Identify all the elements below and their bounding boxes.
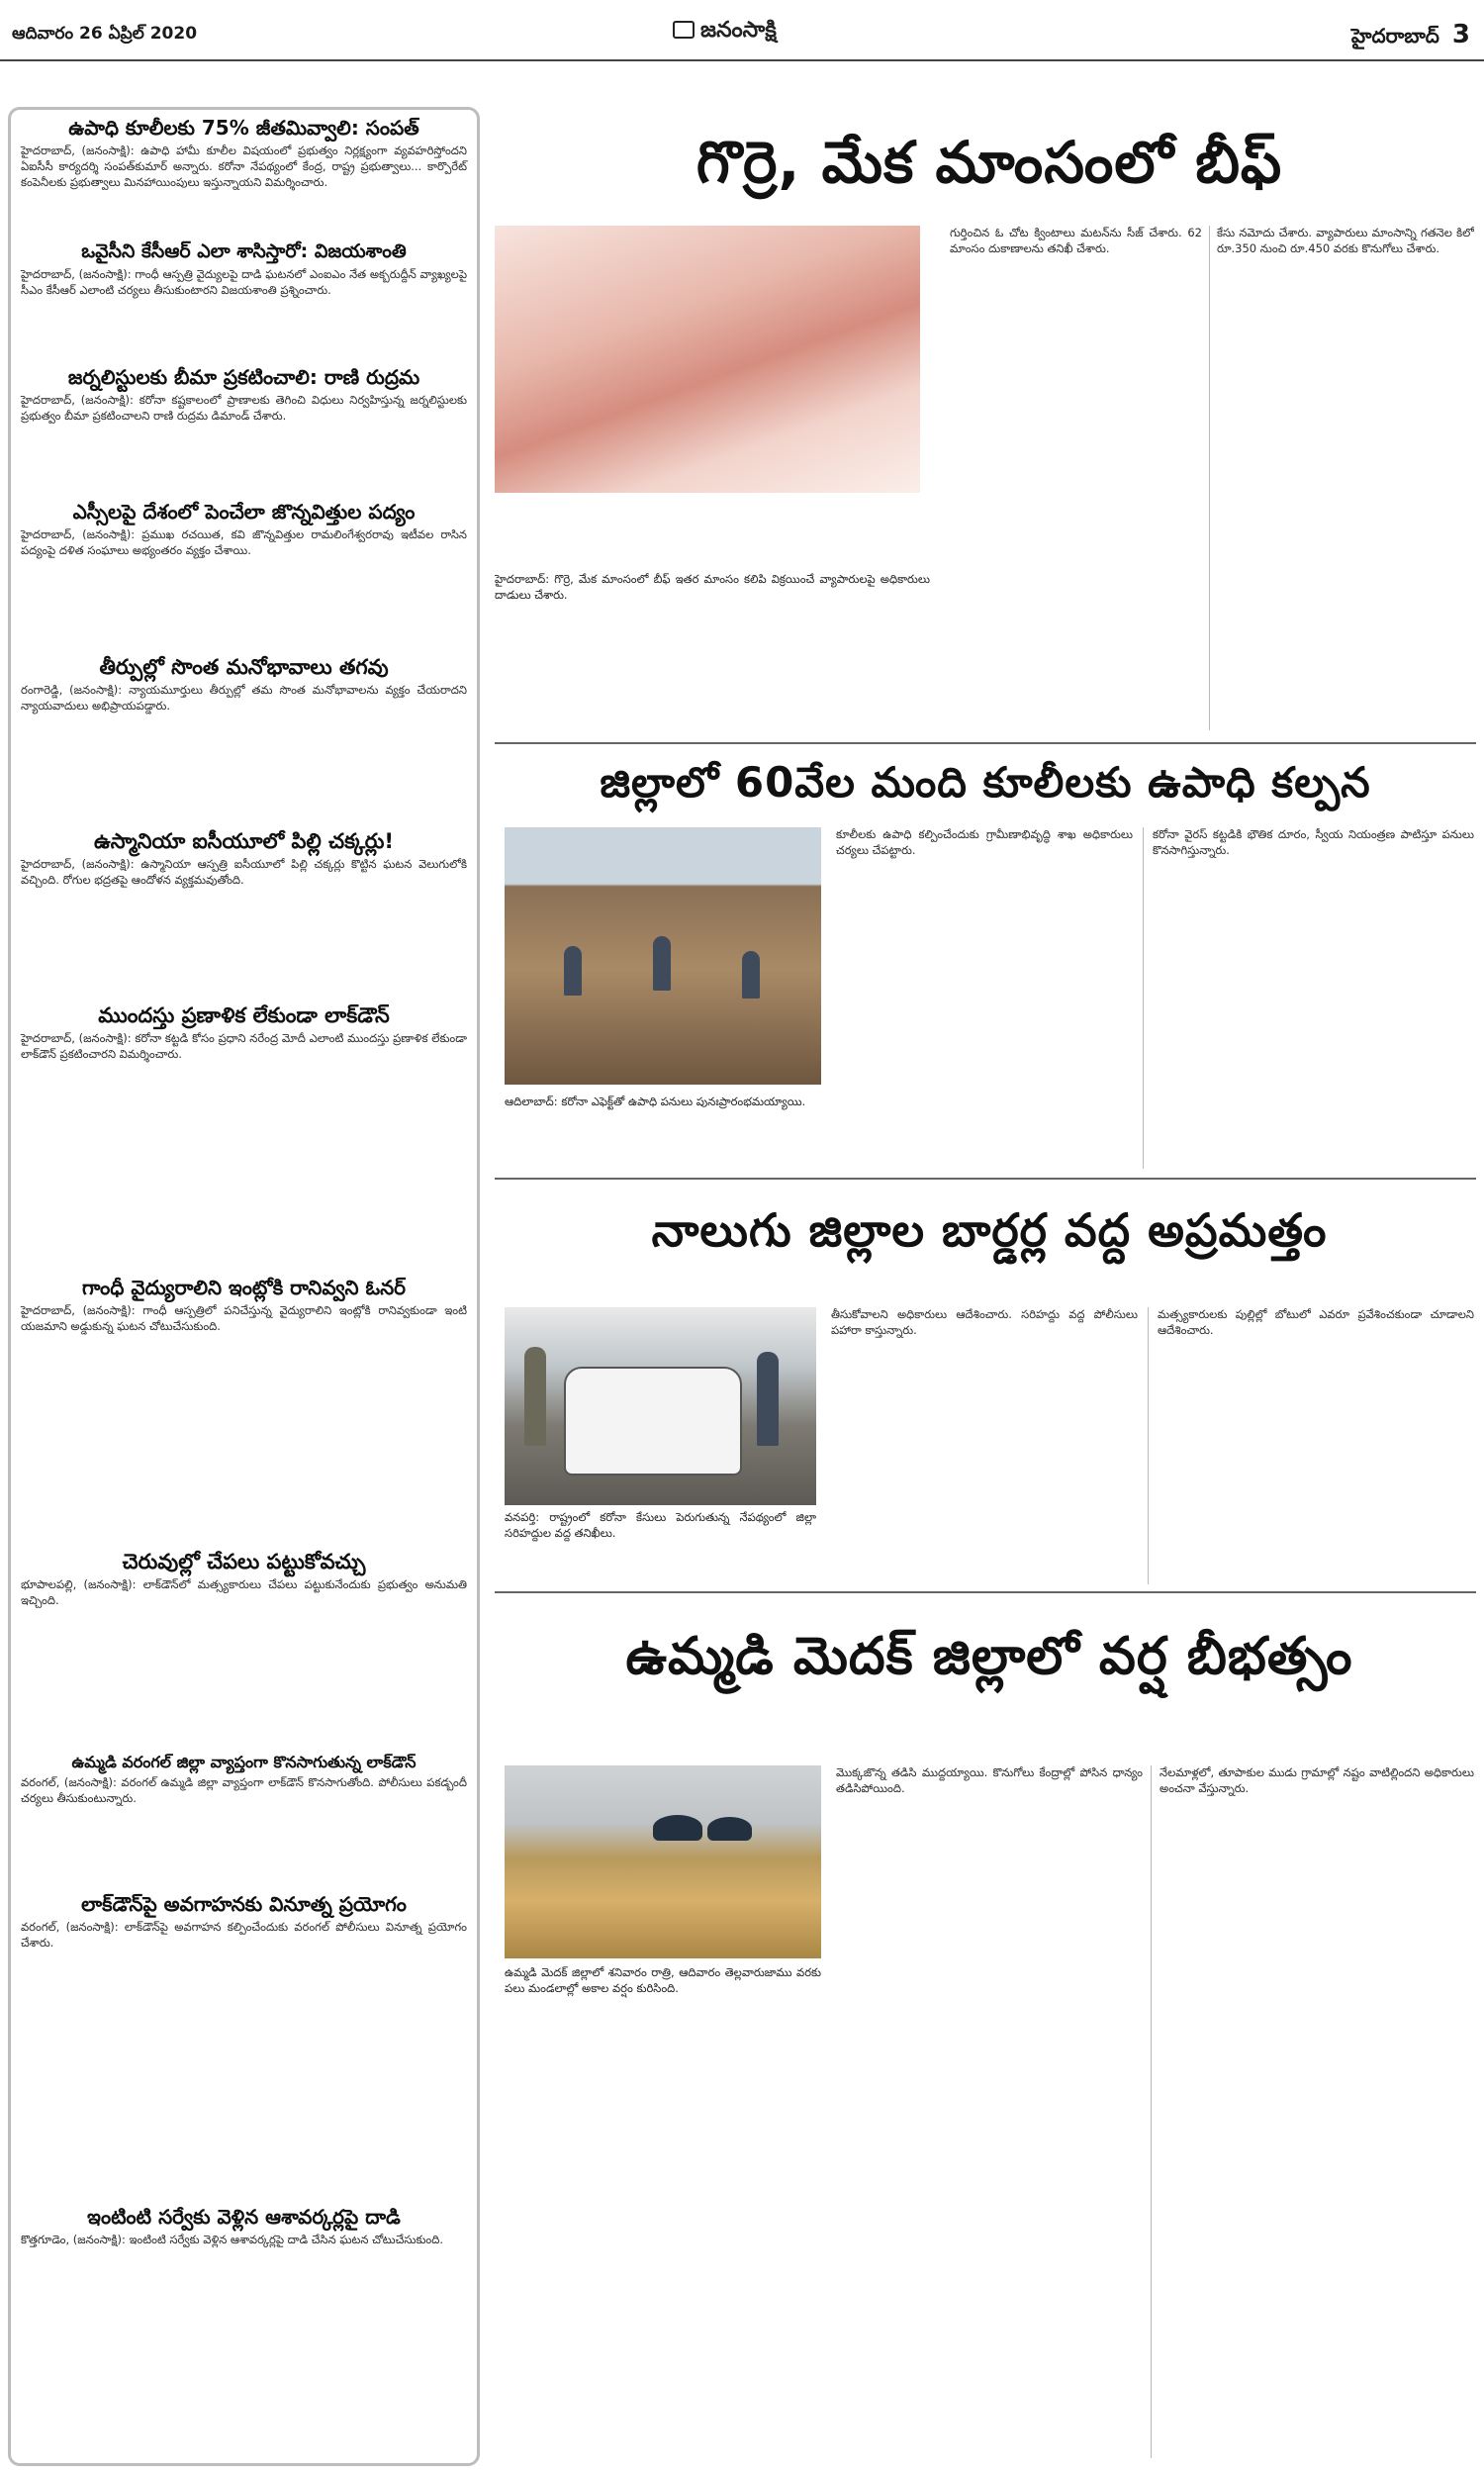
photo-caption: ఉమ్మడి మెదక్ జిల్లాలో శనివారం రాత్రి, ఆదివారం తెల్లవారుజాము వరకు పలు మండలాల్లో అకాల వర్షం కురిసింది. xyxy=(505,1965,821,1995)
column-divider xyxy=(1148,1307,1149,1584)
left-story xyxy=(21,500,467,648)
left-story xyxy=(21,240,467,359)
story-body: హైదరాబాద్, (జనంసాక్షి): కరోనా కట్టడి కోసం ప్రధాని నరేంద్ర మోదీ ఎలాంటి ముందస్తు ప్రణాళిక లేకుండా లాక్‌డౌన్ ప్రకటించారని విమర్శించారు. xyxy=(21,1031,467,1062)
left-story xyxy=(21,116,467,235)
story-headline: గొర్రె, మేక మాంసంలో బీఫ్ xyxy=(696,129,1283,196)
left-story xyxy=(21,1753,467,1886)
story-headline: గాంధీ వైద్యురాలిని ఇంట్లోకి రానివ్వని ఓనర్ xyxy=(81,1276,407,1299)
story-headline: ఉపాధి కూలీలకు 75% జీతమివ్వాలి: సంపత్ xyxy=(68,116,419,140)
worker-figure xyxy=(742,951,760,999)
story-column: కరోనా వైరస్ కట్టడికి భౌతిక దూరం, స్వీయ నియంత్రణ పాటిస్తూ పనులు కొనసాగిస్తున్నారు. xyxy=(1153,827,1474,857)
officer-figure xyxy=(757,1352,779,1446)
story-headline: ఉమ్మడి వరంగల్ జిల్లా వ్యాప్తంగా కొనసాగుతున్న లాక్‌డౌన్ xyxy=(71,1753,417,1771)
story-headline: నాలుగు జిల్లాల బార్డర్ల వద్ద అప్రమత్తం xyxy=(651,1203,1328,1257)
story-body: హైదరాబాద్, (జనంసాక్షి): ప్రముఖ రచయిత, కవి జొన్నవిత్తుల రామలింగేశ్వరరావు ఇటీవల రాసిన పద్యంపై దళిత సంఘాలు అభ్యంతరం వ్యక్తం చేశాయి. xyxy=(21,527,467,557)
story-body: వరంగల్, (జనంసాక్షి): లాక్‌డౌన్‌పై అవగాహన కల్పించేందుకు వరంగల్ పోలీసులు వినూత్న ప్రయోగం చేశారు. xyxy=(21,1920,467,1950)
story-body: హైదరాబాద్, (జనంసాక్షి): గాంధీ ఆస్పత్రి వైద్యులపై దాడి ఘటనలో ఎంఐఎం నేత అక్బరుద్దీన్ వ్యాఖ్యలపై సీఎం కేసీఆర్ ఎలాంటి చర్యలు తీసుకుంటారని విజయశాంతి ప్రశ్నించారు. xyxy=(21,266,467,297)
story-headline: చెరువుల్లో చేపలు పట్టుకోవచ్చు xyxy=(122,1550,366,1573)
section-divider xyxy=(495,742,1476,744)
story-column: మొక్కజొన్న తడిసి ముద్దయ్యాయి. కొనుగోలు కేంద్రాల్లో పోసిన ధాన్యం తడిసిపోయింది. xyxy=(836,1765,1143,1795)
story-beef-mutton xyxy=(495,107,1476,740)
story-column: మత్స్యకారులకు పుల్లిల్లో బోటులో ఎవరూ ప్రవేశించకుండా చూడాలని ఆదేశించారు. xyxy=(1158,1307,1474,1337)
photo-caption: వనపర్తి: రాష్ట్రంలో కరోనా కేసులు పెరుగుతున్న నేపథ్యంలో జిల్లా సరిహద్దుల వద్ద తనిఖీలు. xyxy=(505,1510,816,1540)
worker-figure xyxy=(564,946,582,996)
section-divider xyxy=(495,1178,1476,1180)
story-column: కేసు నమోదు చేశారు. వ్యాపారులు మాంసాన్ని గతనెల కిలో రూ.350 నుంచి రూ.450 వరకు కొనుగోలు చేశారు. xyxy=(1217,226,1474,255)
story-column: తీసుకోవాలని అధికారులు ఆదేశించారు. సరిహద్దు వద్ద పోలీసులు పహారా కాస్తున్నారు. xyxy=(831,1307,1138,1337)
story-headline: ముందస్తు ప్రణాళిక లేకుండా లాక్‌డౌన్ xyxy=(98,1003,390,1027)
page-info xyxy=(1351,20,1470,52)
story-headline: లాక్‌డౌన్‌పై అవగాహనకు వినూత్న ప్రయోగం xyxy=(81,1892,407,1916)
city-name: హైదరాబాద్ xyxy=(1350,24,1439,48)
tarp-shape xyxy=(653,1815,702,1841)
story-body: భూపాలపల్లి, (జనంసాక్షి): లాక్‌డౌన్‌లో మత్స్యకారులు చేపలు పట్టుకునేందుకు ప్రభుత్వం అనుమతి ఇచ్చింది. xyxy=(21,1577,467,1608)
left-story xyxy=(21,365,467,494)
checkpost-photo xyxy=(505,1307,816,1505)
story-column: నేలమాళ్లలో, తూపాకుల ముడు గ్రామాల్లో నష్టం వాటిల్లిందని అధికారులు అంచనా వేస్తున్నారు. xyxy=(1159,1765,1474,1795)
story-border-alert xyxy=(495,1184,1476,1589)
left-news-column xyxy=(8,107,480,2466)
story-headline: జిల్లాలో 60వేల మంది కూలీలకు ఉపాధి కల్పన xyxy=(600,758,1371,807)
left-story xyxy=(21,654,467,822)
story-headline: ఉస్మానియా ఐసీయూలో పిల్లి చక్కర్లు! xyxy=(94,829,394,853)
left-story xyxy=(21,1892,467,2199)
story-column: కూలీలకు ఉపాధి కల్పించేందుకు గ్రామీణాభివృద్ధి శాఖ అధికారులు చర్యలు చేపట్టారు. xyxy=(836,827,1133,857)
photo-caption: హైదరాబాద్: గొర్రె, మేక మాంసంలో బీఫ్ ఇతర మాంసం కలిపి విక్రయించే వ్యాపారులపై అధికారులు దాడులు చేశారు. xyxy=(495,572,930,602)
story-headline: తీర్పుల్లో సొంత మనోభావాలు తగవు xyxy=(99,655,389,679)
left-story xyxy=(21,828,467,997)
left-story xyxy=(21,1002,467,1270)
car-shape xyxy=(564,1367,742,1475)
left-story xyxy=(21,1549,467,1747)
column-divider xyxy=(1151,1765,1152,2458)
worker-figure xyxy=(653,936,671,991)
story-body: కొత్తగూడెం, (జనంసాక్షి): ఇంటింటి సర్వేకు వెళ్లిన ఆశావర్కర్లపై దాడి చేసిన ఘటన చోటుచేసుకుంది. xyxy=(21,2233,444,2246)
meat-photo xyxy=(495,226,920,493)
story-headline: ఇంటింటి సర్వేకు వెళ్లిన ఆశావర్కర్లపై దాడి xyxy=(87,2205,401,2229)
story-body: హైదరాబాద్, (జనంసాక్షి): ఉస్మానియా ఆస్పత్రి ఐసీయూలో పిల్లి చక్కర్లు కొట్టిన ఘటన వెలుగులోకి వచ్చింది. రోగుల భద్రతపై ఆందోళన వ్యక్తమవుతోంది. xyxy=(21,857,467,888)
story-body: వరంగల్, (జనంసాక్షి): వరంగల్ ఉమ్మడి జిల్లా వ్యాప్తంగా లాక్‌డౌన్ కొనసాగుతోంది. పోలీసులు పకడ్బందీ చర్యలు తీసుకుంటున్నారు. xyxy=(21,1775,467,1805)
field-workers-photo xyxy=(505,827,821,1085)
story-body: హైదరాబాద్, (జనంసాక్షి): ఉపాధి హామీ కూలీల విషయంలో ప్రభుత్వం నిర్లక్ష్యంగా వ్యవహరిస్తోందని ఏఐసీసీ కార్యదర్శి సంపత్‌కుమార్ అన్నారు. కరోనా నేపథ్యంలో కేంద్ర, రాష్ట్ర ప్రభుత్వాలు... కార్పొరేట్ కంపెనీలకు ప్రభుత్వాలు మినహాయింపులు ఇస్తున్నాయని విమర్శించారు. xyxy=(21,143,467,189)
story-headline: ఉమ్మడి మెదక్ జిల్లాలో వర్ష బీభత్సం xyxy=(625,1627,1353,1686)
paper-name: జనంసాక్షి xyxy=(700,18,777,43)
story-body: రంగారెడ్డి, (జనంసాక్షి): న్యాయమూర్తులు తీర్పుల్లో తమ సొంత మనోభావాలను వ్యక్తం చేయరాదని న్యాయవాదులు అభిప్రాయపడ్డారు. xyxy=(21,683,467,714)
story-body: హైదరాబాద్, (జనంసాక్షి): గాంధీ ఆస్పత్రిలో పనిచేస్తున్న వైద్యురాలిని ఇంట్లోకి రానివ్వకుండా ఇంటి యజమాని అడ్డుకున్న ఘటన చోటుచేసుకుంది. xyxy=(21,1303,467,1333)
left-story xyxy=(21,1276,467,1543)
left-story xyxy=(21,2205,467,2324)
story-headline: ఎస్సీలపై దేశంలో పెంచేలా జొన్నవిత్తుల పద్యం xyxy=(72,500,416,524)
newspaper-icon xyxy=(673,21,695,39)
story-employment-guarantee xyxy=(495,748,1476,1174)
story-medak-rain xyxy=(495,1597,1476,2468)
column-divider xyxy=(1143,827,1144,1169)
paper-logo xyxy=(673,18,777,48)
photo-caption: ఆదిలాబాద్: కరోనా ఎఫెక్ట్‌తో ఉపాధి పనులు పునఃప్రారంభమయ్యాయి. xyxy=(505,1095,806,1108)
section-divider xyxy=(495,1591,1476,1593)
tarp-shape xyxy=(707,1817,752,1841)
masthead xyxy=(0,0,1484,61)
story-body: హైదరాబాద్, (జనంసాక్షి): కరోనా కష్టకాలంలో ప్రాణాలకు తెగించి విధులు నిర్వహిస్తున్న జర్నలిస్టులకు ప్రభుత్వం బీమా ప్రకటించాలని రాణి రుద్రమ డిమాండ్ చేశారు. xyxy=(21,393,467,423)
issue-date: ఆదివారం 26 ఏప్రిల్ 2020 xyxy=(12,24,198,44)
story-column: గుర్తించిన ఓ చోట క్వింటాలు మటన్‌ను సీజ్ చేశారు. 62 మాంసం దుకాణాలను తనిఖీ చేశారు. xyxy=(950,226,1202,255)
story-headline: జర్నలిస్టులకు బీమా ప్రకటించాలి: రాణి రుద్రమ xyxy=(67,365,420,389)
officer-figure xyxy=(524,1347,546,1446)
rain-damage-photo xyxy=(505,1765,821,1958)
story-headline: ఒవైసీని కేసీఆర్ ఎలా శాసిస్తారో: విజయశాంతి xyxy=(81,240,407,262)
page-number: 3 xyxy=(1451,20,1470,49)
column-divider xyxy=(1209,226,1210,730)
